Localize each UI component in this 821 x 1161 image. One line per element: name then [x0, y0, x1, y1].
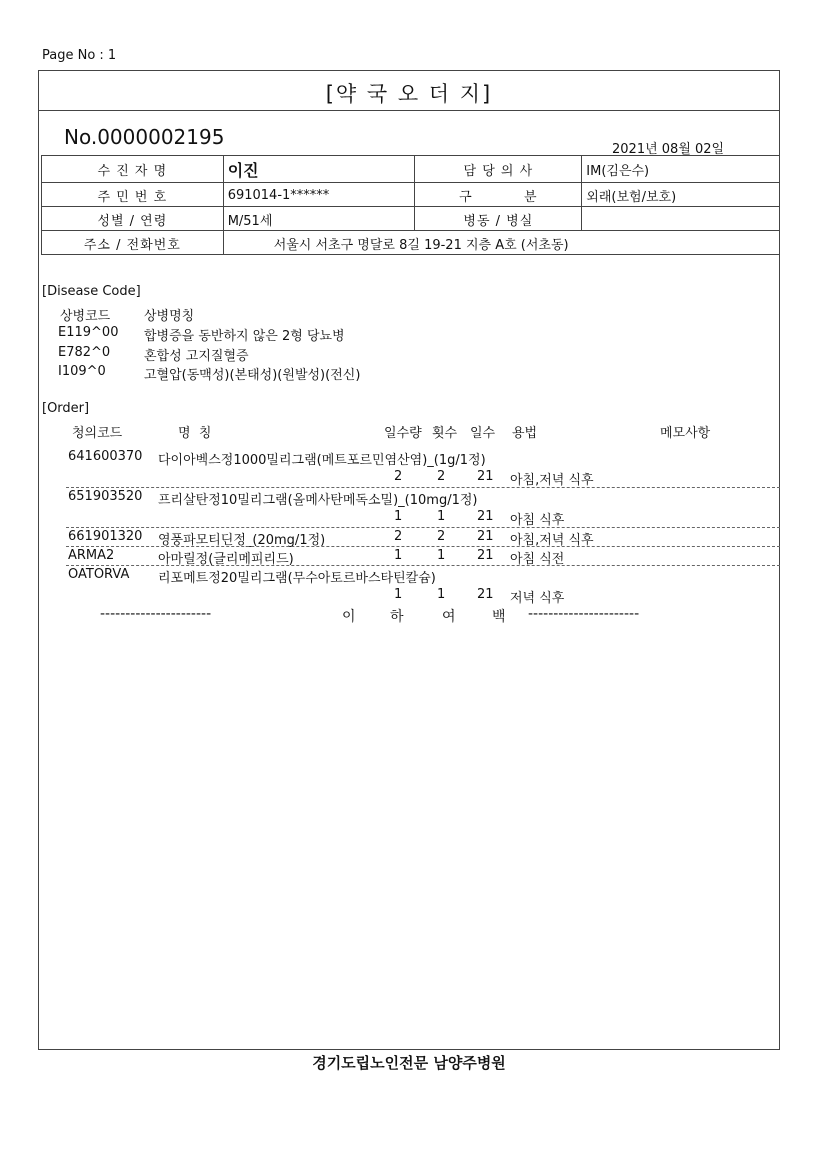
sex-age-label: 성별 / 연령	[42, 207, 224, 231]
order-times: 1	[437, 509, 446, 524]
disease-col-code: 상병코드	[60, 309, 111, 324]
order-name: 리포메트정20밀리그램(무수아토르바스타틴칼슘)	[158, 571, 436, 586]
disease-name: 합병증을 동반하지 않은 2형 당뇨병	[144, 329, 345, 344]
order-qty: 2	[394, 529, 403, 544]
hospital-name: 경기도립노인전문 남양주병원	[312, 1054, 506, 1072]
order-name: 아마릴정(글리메피리드)	[158, 552, 294, 567]
order-section-header: [Order]	[42, 401, 90, 416]
info-row	[42, 156, 780, 183]
end-dashes-left: ----------------------	[100, 606, 212, 622]
address-label: 주소 / 전화번호	[42, 231, 224, 255]
order-qty: 1	[394, 509, 403, 524]
order-days: 21	[477, 509, 494, 524]
disease-section-header: [Disease Code]	[42, 284, 141, 299]
order-col-qty: 일수량	[384, 426, 422, 441]
end-text-char: 하	[390, 609, 404, 625]
order-usage: 아침,저녁 식후	[510, 533, 594, 548]
order-code: OATORVA	[68, 567, 130, 582]
order-times: 1	[437, 587, 446, 602]
disease-name: 혼합성 고지질혈증	[144, 349, 249, 364]
order-times: 2	[437, 529, 446, 544]
doctor-label: 담 당 의 사	[415, 156, 582, 183]
order-col-memo: 메모사항	[660, 426, 711, 441]
disease-code: E782^0	[58, 345, 111, 360]
order-usage: 아침 식전	[510, 552, 565, 567]
order-days: 21	[477, 529, 494, 544]
end-text-char: 여	[442, 609, 456, 625]
patient-name-label: 수 진 자 명	[42, 156, 224, 183]
disease-name: 고혈압(동맥성)(본태성)(원발성)(전신)	[144, 368, 361, 383]
order-code: 641600370	[68, 449, 143, 464]
order-col-days: 일수	[470, 426, 496, 441]
document-date: 2021년 08월 02일	[612, 142, 725, 157]
order-code: ARMA2	[68, 548, 115, 563]
document-title: [약 국 오 더 지]	[325, 82, 493, 106]
order-times: 2	[437, 469, 446, 484]
end-text-char: 백	[492, 609, 506, 625]
info-row	[42, 231, 780, 255]
document-number: No.0000002195	[64, 125, 225, 149]
title-divider	[38, 110, 780, 111]
order-usage: 아침,저녁 식후	[510, 473, 594, 488]
order-times: 1	[437, 548, 446, 563]
disease-code: I109^0	[58, 364, 106, 379]
address-value: 서울시 서초구 명달로 8길 19-21 지층 A호 (서초동)	[223, 231, 779, 255]
ward-value	[582, 207, 780, 231]
order-qty: 1	[394, 548, 403, 563]
order-col-name: 명 칭	[178, 426, 212, 441]
info-row	[42, 207, 780, 231]
row-separator	[66, 527, 780, 528]
end-text-char: 이	[342, 609, 356, 625]
sex-age: M/51세	[223, 207, 415, 231]
patient-info-table	[41, 155, 780, 255]
end-dashes-right: ----------------------	[528, 606, 640, 622]
order-code: 661901320	[68, 529, 143, 544]
ward-label: 병동 / 병실	[415, 207, 582, 231]
resident-no-label: 주 민 번 호	[42, 183, 224, 207]
doctor-name: IM(김은수)	[582, 156, 780, 183]
order-name: 프리살탄정10밀리그램(올메사탄메독소밀)_(10mg/1정)	[158, 493, 478, 508]
order-days: 21	[477, 587, 494, 602]
order-qty: 2	[394, 469, 403, 484]
order-usage: 저녁 식후	[510, 591, 565, 606]
row-separator	[66, 487, 780, 488]
order-col-usage: 용법	[512, 426, 538, 441]
row-separator	[66, 546, 780, 547]
order-col-code: 청의코드	[72, 426, 123, 441]
category-value: 외래(보험/보호)	[582, 183, 780, 207]
order-days: 21	[477, 469, 494, 484]
disease-code: E119^00	[58, 325, 119, 340]
category-label: 구 분	[415, 183, 582, 207]
page-number: Page No : 1	[42, 48, 117, 63]
patient-name: 이진	[223, 156, 415, 183]
order-name: 영풍파모티딘정_(20mg/1정)	[158, 533, 326, 548]
disease-col-name: 상병명칭	[144, 309, 195, 324]
order-usage: 아침 식후	[510, 513, 565, 528]
row-separator	[66, 565, 780, 566]
order-qty: 1	[394, 587, 403, 602]
order-name: 다이아벡스정1000밀리그램(메트포르민염산염)_(1g/1정)	[158, 453, 486, 468]
info-row	[42, 183, 780, 207]
resident-no: 691014-1******	[223, 183, 415, 207]
order-days: 21	[477, 548, 494, 563]
order-col-times: 횟수	[432, 426, 458, 441]
order-code: 651903520	[68, 489, 143, 504]
